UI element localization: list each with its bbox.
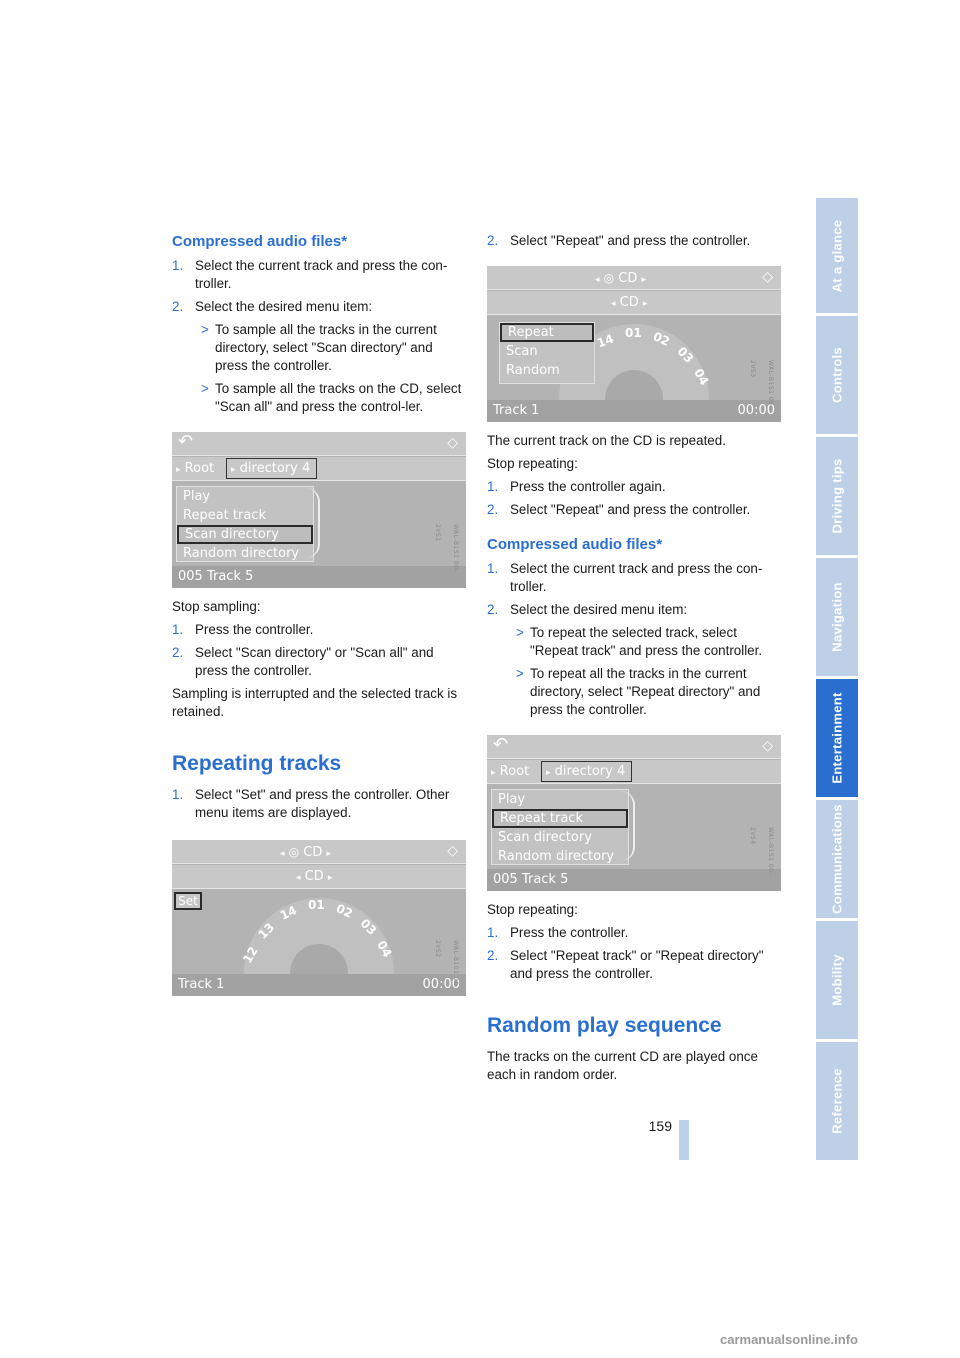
screen-path-bar: ▸ Root ▸ directory 4	[487, 760, 781, 784]
page-number: 159	[648, 1118, 672, 1134]
chevron-left-icon: ◂	[595, 275, 600, 285]
screen-scan-directory	[172, 432, 466, 588]
screen-top-bar: ◂ ◎ CD ▸ ◇	[172, 840, 466, 864]
track-number: 03	[674, 344, 697, 366]
chapter-sidebar	[816, 198, 858, 1160]
screen-footer: 005 Track 5	[172, 566, 466, 588]
image-code: WAL-B1S1 00-2VS1	[434, 524, 459, 573]
screen-footer: 005 Track 5	[487, 869, 781, 891]
sidebar-tab-at-a-glance[interactable]: At a glance	[816, 198, 858, 313]
step-item: 2. Select "Repeat track" or "Repeat directory" and press the controller.	[487, 948, 764, 981]
sidebar-tab-mobility[interactable]: Mobility	[816, 921, 858, 1039]
scroll-icon: ◇	[762, 269, 773, 285]
image-code: WAL-B101 00-2VS2	[434, 940, 459, 989]
menu-item: Random	[506, 363, 560, 378]
bullet-item: > To sample all the tracks on the CD, select "Scan all" and press the control-ler.	[201, 381, 462, 414]
menu-item: Scan directory	[498, 830, 592, 845]
chevron-left-icon: ◂	[296, 873, 301, 883]
back-arrow-icon: ↶	[493, 735, 509, 755]
chevron-right-icon: ▸	[546, 768, 551, 778]
paragraph: Stop sampling:	[172, 599, 261, 614]
step-item: 2. Select "Repeat" and press the controller.	[487, 502, 751, 517]
screen-sub-bar: ◂ CD ▸	[172, 865, 466, 889]
sidebar-tab-communications[interactable]: Communications	[816, 800, 858, 918]
step-item: 1. Select the current track and press the con-troller.	[172, 258, 448, 291]
menu-item: Repeat track	[183, 508, 266, 523]
scroll-indicator-icon	[621, 791, 635, 861]
track-number: 03	[357, 916, 380, 938]
screen-footer: Track 1 00:00	[487, 400, 781, 422]
menu-item: Play	[183, 489, 211, 504]
track-number: 02	[650, 329, 672, 349]
screen-sub-bar: ◂ CD ▸	[487, 291, 781, 315]
menu-item-selected: Repeat track	[492, 809, 628, 828]
screen-path-bar: ▸ Root ▸ directory 4	[172, 457, 466, 481]
chevron-left-icon: ◂	[611, 299, 616, 309]
screen-footer: Track 1 00:00	[172, 974, 466, 996]
section-heading-repeating: Repeating tracks	[172, 752, 342, 775]
bullet-item: > To sample all the tracks in the current directory, select "Scan directory" and press the controller.	[201, 322, 437, 373]
track-number: 13	[255, 920, 278, 942]
screen-menu	[491, 789, 629, 865]
cd-icon: ◎	[288, 845, 300, 859]
page-number-bar	[679, 1120, 689, 1160]
section-heading-compressed: Compressed audio files*	[172, 233, 348, 250]
track-number: 01	[308, 898, 325, 912]
sidebar-tab-entertainment[interactable]: Entertainment	[816, 679, 858, 797]
chevron-left-icon: ◂	[280, 849, 285, 859]
screen-top-bar	[487, 735, 781, 759]
paragraph: Stop repeating:	[487, 902, 578, 917]
track-number: 14	[595, 331, 616, 351]
step-item: 1. Select "Set" and press the controller. Other menu items are displayed.	[172, 787, 450, 820]
menu-item: Play	[498, 792, 526, 807]
paragraph: Stop repeating:	[487, 456, 578, 471]
menu-item-selected: Scan directory	[177, 525, 313, 544]
step-item: 2. Select "Scan directory" or "Scan all" and press the controller.	[172, 645, 434, 678]
cd-icon: ◎	[603, 271, 615, 285]
chevron-right-icon: ▸	[231, 465, 236, 475]
set-button: Set	[174, 892, 202, 910]
scroll-icon: ◇	[762, 738, 773, 754]
bullet-item: > To repeat all the tracks in the current directory, select "Repeat directory" and press the controller.	[516, 666, 761, 717]
image-code: WAL-B1S1 00-2VS4	[749, 827, 774, 876]
scroll-icon: ◇	[447, 843, 458, 859]
section-heading-random: Random play sequence	[487, 1014, 722, 1037]
step-item: 2. Select the desired menu item:	[172, 299, 373, 314]
step-item: 1. Press the controller.	[172, 622, 314, 637]
chevron-right-icon: ▸	[642, 299, 648, 309]
image-code: WAL-B1S1 00-2VS3	[749, 360, 774, 409]
right-column	[487, 228, 783, 1089]
back-arrow-icon: ↶	[178, 432, 194, 452]
screen-repeat-directory	[487, 735, 781, 891]
sidebar-tab-controls[interactable]: Controls	[816, 316, 858, 434]
sidebar-tab-reference[interactable]: Reference	[816, 1042, 858, 1160]
left-column	[172, 228, 468, 1006]
chevron-right-icon: ▸	[327, 873, 333, 883]
chevron-right-icon: ▸	[176, 465, 181, 475]
track-number: 02	[333, 901, 355, 921]
menu-item: Random directory	[498, 849, 615, 864]
scroll-icon: ◇	[447, 435, 458, 451]
track-number: 04	[691, 366, 712, 388]
watermark: carmanualsonline.info	[720, 1332, 858, 1347]
sidebar-tab-driving-tips[interactable]: Driving tips	[816, 437, 858, 555]
section-heading-compressed: Compressed audio files*	[487, 536, 663, 553]
chevron-right-icon: ▸	[326, 849, 332, 859]
menu-item: Random directory	[183, 546, 300, 561]
screen-top-bar: ◂ ◎ CD ▸ ◇	[487, 266, 781, 290]
paragraph: The current track on the CD is repeated.	[487, 433, 726, 448]
screen-set	[172, 840, 466, 996]
track-number: 14	[277, 903, 299, 923]
step-item: 2. Select "Repeat" and press the controller.	[487, 233, 751, 248]
track-number: 04	[374, 938, 395, 960]
scroll-indicator-icon	[306, 488, 320, 558]
step-item: 2. Select the desired menu item:	[487, 602, 688, 617]
bullet-item: > To repeat the selected track, select "Repeat track" and press the controller.	[516, 625, 763, 658]
chevron-right-icon: ▸	[641, 275, 647, 285]
screen-repeat	[487, 266, 781, 422]
menu-item-selected: Repeat	[500, 323, 594, 342]
screen-menu	[176, 486, 314, 562]
track-number: 01	[625, 326, 642, 340]
step-item: 1. Press the controller again.	[487, 479, 666, 494]
screen-menu	[499, 322, 595, 384]
track-number: 12	[240, 944, 261, 966]
sidebar-tab-navigation[interactable]: Navigation	[816, 558, 858, 676]
paragraph: Sampling is interrupted and the selected track is retained.	[172, 686, 458, 719]
paragraph: The tracks on the current CD are played once each in random order.	[487, 1049, 758, 1082]
menu-item: Scan	[506, 344, 538, 359]
chevron-right-icon: ▸	[491, 768, 496, 778]
step-item: 1. Press the controller.	[487, 925, 629, 940]
screen-top-bar	[172, 432, 466, 456]
step-item: 1. Select the current track and press the con-troller.	[487, 561, 763, 594]
